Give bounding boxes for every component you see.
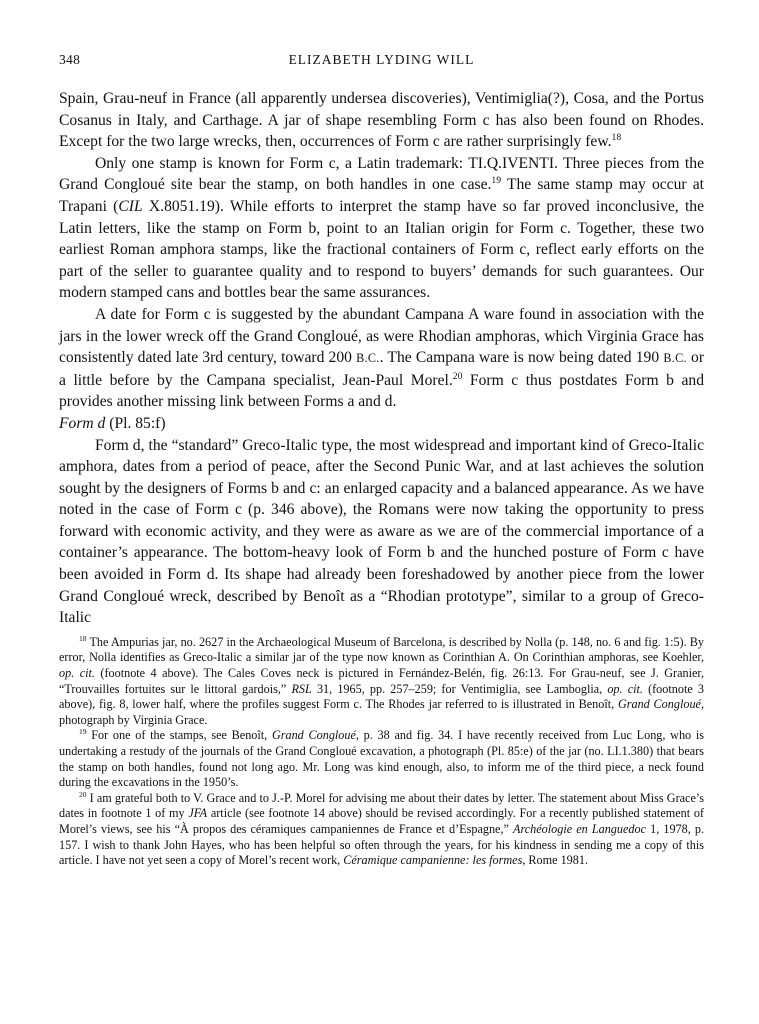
footnote-19 <box>59 728 704 790</box>
paragraph-2-text-a: Only one stamp is known for Form c, a Latin trademark: TI.Q.IVENTI. Three pieces from the Grand Congloué site bear the stamp, on both handles in one case. <box>59 154 704 194</box>
cil-citation: CIL <box>118 197 143 215</box>
archeologie-journal: Archéologie en Languedoc <box>513 821 646 836</box>
page-number: 348 <box>59 52 81 67</box>
footnote-19-number: 19 <box>79 727 87 737</box>
footnotes <box>59 635 704 869</box>
footnote-18-text-c: 31, 1965, pp. 257–259; for Ventimiglia, see Lamboglia, <box>311 681 608 696</box>
footnote-20-text-c: 1, 1978, p. 157. I wish to thank John Hayes, who has been helpful so often through the years, for his kindness in sending me a copy of this article. I have not yet seen a copy of Morel’s recent work, <box>59 821 705 868</box>
paragraph-1 <box>59 88 704 153</box>
page-header <box>59 52 704 74</box>
paragraph-3 <box>59 304 704 413</box>
footnote-20 <box>59 791 704 869</box>
footnote-19-text-b: p. 38 and fig. 34. I have recently received from Luc Long, who is undertaking a restudy of the journals of the Grand Congloué excavation, a photograph (Pl. 85:e) of the jar (no. LI.1.380) that bears the stamp on both handles, found not long ago. Mr. Long was kind enough, also, to inform me of the third piece, a neck found during the excavations in the 1950’s. <box>59 728 705 790</box>
paragraph-2-text-c: X.8051.19). While efforts to interpret the stamp have so far proved inconclusive, the Latin letters, like the stamp on Form b, point to an Italian origin for Form c. Together, these two earliest Roman amphora stamps, like the fractional containers of Form c, reflect early efforts on the part of the seller to guarantee quality and to respond to buyers’ demands for such guarantees. Our modern stamped cans and bottles bear the same assurances. <box>59 197 704 302</box>
jfa-journal: JFA <box>188 806 208 821</box>
footnote-20-text-b: article (see footnote 14 above) should be revised accordingly. For a recently published statement of Morel’s views, see his “À propos des céramiques campaniennes de France et d’Espagne,” <box>59 806 704 836</box>
paragraph-4 <box>59 435 704 629</box>
footnote-18-text-e: photograph by Virginia Grace. <box>59 712 208 727</box>
section-plate-ref: (Pl. 85:f) <box>105 414 166 432</box>
paragraph-4-text: Form d, the “standard” Greco-Italic type, the most widespread and important kind of Greco-Italic amphora, dates from a period of peace, after the Second Punic War, and at last achieves the solution sought by the designers of Forms b and c: an enlarged capacity and a balanced appearance. As we have noted in the case of Form c (p. 346 above), the Romans were now taking the opportunity to press forward with economic activity, and they were as aware as we are of the commercial importance of a container’s appearance. The bottom-heavy look of Form b and the hunched posture of Form c have been avoided in Form d. Its shape had already been foreshadowed by another piece from the lower Grand Congloué wreck, described by Benoît as a “Rhodian prototype”, similar to a group of Greco-Italic <box>59 436 704 627</box>
body-text <box>59 88 704 629</box>
era-bc-2: B.C. <box>663 351 687 366</box>
era-bc-1: B.C. <box>356 351 380 366</box>
grand-congloue-title: Grand Congloué, <box>617 697 704 712</box>
op-cit-1: op. cit. <box>59 666 95 681</box>
paragraph-1-text: Spain, Grau-neuf in France (all apparently undersea discoveries), Ventimiglia(?), Cosa, and the Portus Cosanus in Italy, and Carthage. A jar of shape resembling Form c has also been found on Rhodes. Except for the two large wrecks, then, occurrences of Form c are rather surprisingly few. <box>59 90 704 151</box>
ceramique-title: Céramique campanienne: les formes, <box>343 853 526 868</box>
paragraph-2-text-b: The same stamp may occur at Trapani ( <box>59 176 704 215</box>
footnote-ref-20[interactable]: 20 <box>452 370 463 382</box>
paragraph-3-text-c: or a little before by the Campana specialist, Jean-Paul Morel. <box>59 349 705 389</box>
footnote-18-number: 18 <box>79 633 87 643</box>
paragraph-3-text-b: . The Campana ware is now being dated 190 <box>379 349 664 367</box>
footnote-18-text-b: (footnote 4 above). The Cales Coves neck is pictured in Fernández-Belén, fig. 26:13. For Grau-neuf, see J. Granier, “Trouvailles fortuites sur le littoral gardois,” <box>59 666 704 696</box>
footnote-ref-18[interactable]: 18 <box>611 132 622 143</box>
page <box>59 52 704 869</box>
footnote-20-text-a: I am grateful both to V. Grace and to J.-P. Morel for advising me about their dates by letter. The statement about Miss Grace’s dates in footnote 1 of my <box>59 790 704 821</box>
footnote-20-number: 20 <box>79 789 87 799</box>
footnote-20-text-d: Rome 1981. <box>525 853 589 868</box>
footnote-19-text-a: For one of the stamps, see Benoît, <box>86 728 272 743</box>
paragraph-3-text-a: A date for Form c is suggested by the abundant Campana A ware found in association with the jars in the lower wreck off the Grand Congloué, as were Rhodian amphoras, which Virginia Grace has consistently dated late 3rd century, toward 200 <box>59 305 704 367</box>
footnote-18 <box>59 635 704 729</box>
grand-congloue-title: Grand Congloué, <box>271 728 359 743</box>
running-head: ELIZABETH LYDING WILL <box>288 52 475 67</box>
footnote-ref-19[interactable]: 19 <box>491 175 502 187</box>
rsl-journal: RSL <box>291 681 312 696</box>
section-heading <box>59 413 704 435</box>
footnote-18-text-a: The Ampurias jar, no. 2627 in the Archaeological Museum of Barcelona, is described by Nolla (p. 148, no. 6 and fig. 1:5). By error, Nolla identifies as Greco-Italic a similar jar of the type now known as Corinthian A. On Corinthian amphoras, see Koehler, <box>59 634 704 665</box>
section-title: Form d <box>59 414 106 432</box>
op-cit-2: op. cit. <box>607 681 643 696</box>
paragraph-2 <box>59 153 704 304</box>
footnote-18-text-d: (footnote 3 above), fig. 8, lower half, where the profiles suggest Form c. The Rhodes jar referred to is illustrated in Benoît, <box>59 681 704 712</box>
paragraph-3-text-d: Form c thus postdates Form b and provides another missing link between Forms a and d. <box>59 371 705 411</box>
